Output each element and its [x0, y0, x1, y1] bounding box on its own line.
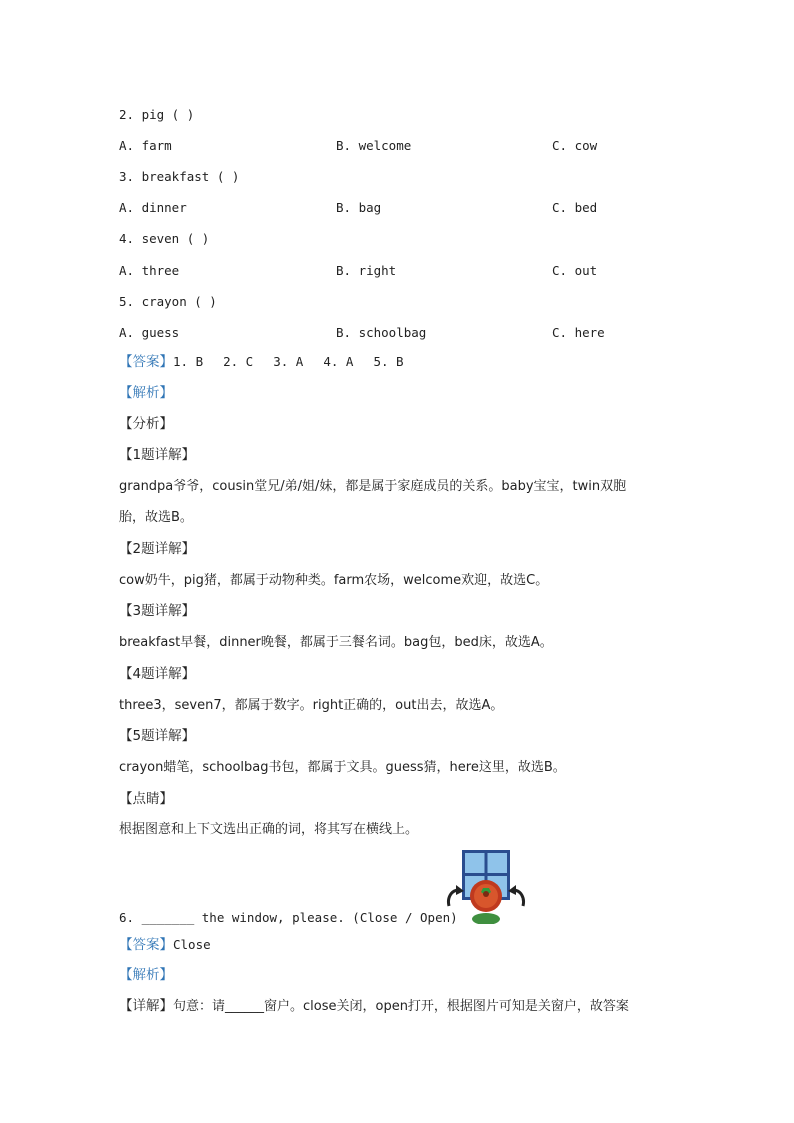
- question-2-option-c: C. cow: [552, 138, 598, 153]
- answer-item: 1. B: [173, 354, 204, 369]
- detail-5-line-1: crayon蜡笔，schoolbag书包，都属于文具。guess猜，here这里，故选B。: [119, 760, 566, 775]
- detail-1-line-1: grandpa爷爷，cousin堂兄/弟/姐/妹，都是属于家庭成员的关系。baby宝宝，twin双胞: [119, 479, 627, 494]
- fenxi-label: 【分析】: [119, 416, 173, 432]
- analysis-label: 【解析】: [119, 385, 173, 401]
- answer-item: 5. B: [373, 354, 404, 369]
- question-2-option-a: A. farm: [119, 138, 172, 153]
- question-6-detail-line: [119, 998, 629, 1015]
- detail-1-line-2: 胎，故选B。: [119, 510, 193, 525]
- question-2-stem: 2. pig ( ): [119, 107, 195, 122]
- question-3-stem: 3. breakfast ( ): [119, 169, 240, 184]
- question-5-option-a: A. guess: [119, 325, 180, 340]
- detail-1-title: 【1题详解】: [119, 447, 196, 463]
- detail-5-title: 【5题详解】: [119, 728, 196, 744]
- question-4-option-a: A. three: [119, 263, 180, 278]
- question-6-answer-text: Close: [173, 937, 211, 952]
- detail-4-title: 【4题详解】: [119, 666, 196, 682]
- question-3-option-b: B. bag: [336, 200, 382, 215]
- question-2-option-b: B. welcome: [336, 138, 412, 153]
- detail-4-line-1: three3，seven7，都属于数字。right正确的，out出去，故选A。: [119, 698, 504, 713]
- question-3-option-a: A. dinner: [119, 200, 187, 215]
- detail-2-title: 【2题详解】: [119, 541, 196, 557]
- instruction-text: 根据图意和上下文选出正确的词，将其写在横线上。: [119, 822, 419, 837]
- question-4-option-b: B. right: [336, 263, 397, 278]
- question-6-answer-line: [119, 937, 211, 953]
- question-5-option-b: B. schoolbag: [336, 325, 427, 340]
- answer-item: 4. A: [323, 354, 354, 369]
- question-6-stem: 6. _______ the window, please. (Close / Open): [119, 910, 458, 925]
- detail-3-line-1: breakfast早餐，dinner晚餐，都属于三餐名词。bag包，bed床，故选A。: [119, 635, 553, 650]
- detail-3-title: 【3题详解】: [119, 603, 196, 619]
- answer-label: 【答案】: [119, 354, 173, 370]
- question-4-option-c: C. out: [552, 263, 598, 278]
- question-6-detail-label: 【详解】: [119, 998, 173, 1014]
- answer-line: [119, 354, 424, 370]
- question-6-answer-label: 【答案】: [119, 937, 173, 953]
- question-6-analysis-label: 【解析】: [119, 967, 173, 983]
- dianjing-label: 【点睛】: [119, 791, 173, 807]
- question-5-option-c: C. here: [552, 325, 605, 340]
- question-6-detail-text: 句意：请______窗户。close关闭，open打开，根据图片可知是关窗户，故答案: [173, 999, 629, 1014]
- answer-item: 2. C: [223, 354, 254, 369]
- question-4-stem: 4. seven ( ): [119, 231, 210, 246]
- detail-2-line-1: cow奶牛，pig猪，都属于动物种类。farm农场，welcome欢迎，故选C。: [119, 573, 549, 588]
- question-5-stem: 5. crayon ( ): [119, 294, 217, 309]
- answer-item: 3. A: [273, 354, 304, 369]
- question-3-option-c: C. bed: [552, 200, 598, 215]
